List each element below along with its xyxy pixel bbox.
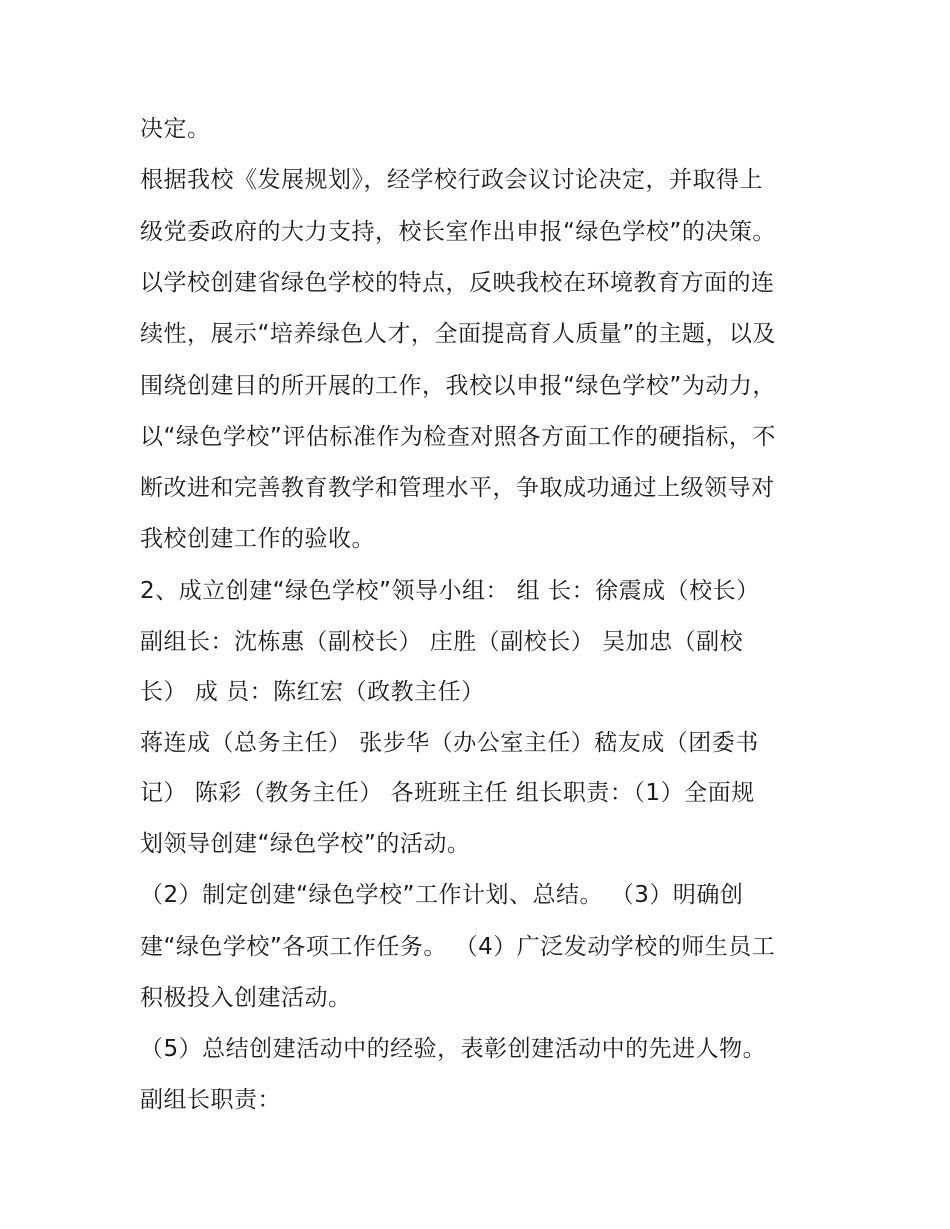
text-line-1: 决定。 <box>140 116 211 142</box>
text-line-3: 级党委政府的大力支持，校长室作出申报“绿色学校”的决策。 <box>140 219 776 245</box>
text-line-2: 根据我校《发展规划》，经学校行政会议讨论决定，并取得上 <box>140 167 763 193</box>
text-line-8: 断改进和完善教育教学和管理水平，争取成功通过上级领导对 <box>140 475 775 501</box>
text-line-12: 长） 成 员：陈红宏（政教主任） <box>140 679 485 705</box>
text-line-10: 2、成立创建“绿色学校”领导小组： 组 长：徐震成（校长） <box>140 578 760 604</box>
text-line-14: 记） 陈彩（教务主任） 各班班主任 组长职责：（1）全面规 <box>140 780 755 806</box>
text-line-13: 蒋连成（总务主任） 张步华（办公室主任）嵇友成（团委书 <box>140 730 759 756</box>
text-line-7: 以“绿色学校”评估标准作为检查对照各方面工作的硬指标，不 <box>140 424 776 450</box>
text-line-11: 副组长：沈栋惠（副校长） 庄胜（副校长） 吴加忠（副校 <box>140 629 744 655</box>
text-line-5: 续性，展示“培养绿色人才，全面提高育人质量”的主题，以及 <box>140 321 776 347</box>
text-line-16: （2）制定创建“绿色学校”工作计划、总结。 （3）明确创 <box>140 882 744 908</box>
text-line-18: 积极投入创建活动。 <box>140 985 352 1011</box>
text-line-9: 我校创建工作的验收。 <box>140 526 375 552</box>
text-line-19: （5）总结创建活动中的经验，表彰创建活动中的先进人物。 <box>140 1036 767 1062</box>
text-line-4: 以学校创建省绿色学校的特点，反映我校在环境教育方面的连 <box>140 270 775 296</box>
text-line-15: 划领导创建“绿色学校”的活动。 <box>140 831 471 857</box>
text-line-6: 围绕创建目的所开展的工作，我校以申报“绿色学校”为动力， <box>140 373 776 399</box>
text-line-17: 建“绿色学校”各项工作任务。 （4）广泛发动学校的师生员工 <box>140 934 776 960</box>
text-line-20: 副组长职责： <box>140 1087 281 1113</box>
